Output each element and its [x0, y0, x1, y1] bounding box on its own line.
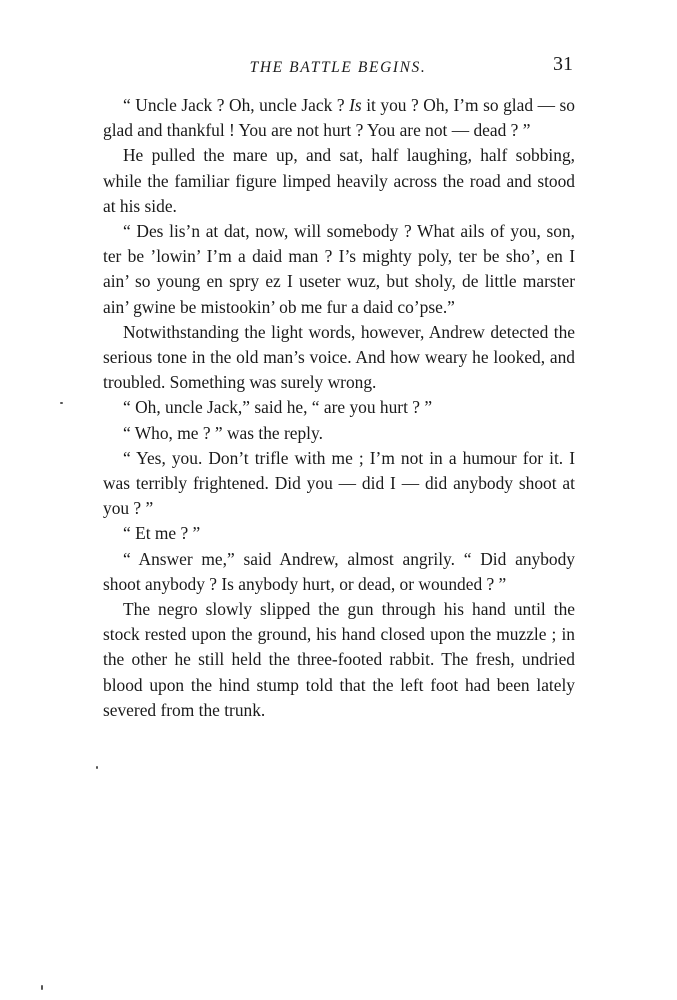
paragraph: “ Et me ? ”	[123, 523, 201, 544]
paragraph: Notwithstanding the light words, however, Andrew detected the serious tone in the old man’s voice. And how weary he looked, and troubled. Something was surely wrong.	[103, 321, 575, 393]
emphasis-text: Is	[349, 95, 362, 115]
scan-speck	[41, 985, 43, 990]
paragraph: “ Des lis’n at dat, now, will somebody ? What ails of you, son, ter be ’lowin’ I’m a daid man ? I’s mighty poly, ter be sho’, en I ain’ so young en spry ez I useter wuz, but sholy, de little marster ain’ gwine be mistookin’ ob me fur a daid co’pse.”	[103, 221, 575, 317]
body-text	[103, 93, 575, 723]
paragraph: “ Yes, you. Don’t trifle with me ; I’m not in a humour for it. I was terribly frightened. Did you — did I — did anybody shoot at you ? ”	[103, 447, 575, 519]
paragraph: He pulled the mare up, and sat, half laughing, half sobbing, while the familiar figure limped heavily across the road and stood at his side.	[103, 145, 575, 216]
running-head	[103, 53, 573, 80]
page-number: 31	[553, 53, 573, 75]
scan-speck	[60, 402, 63, 404]
paragraph: “ Who, me ? ” was the reply.	[123, 422, 323, 443]
paragraph: The negro slowly slipped the gun through his hand until the stock rested upon the ground, his hand closed upon the muzzle ; in the other he still held the three-footed rabbit. The fresh, undried blood upon the hind stump told that the left foot had been lately severed from the trunk.	[103, 599, 575, 720]
paragraph: “ Answer me,” said Andrew, almost angrily. “ Did anybody shoot anybody ? Is anybody hurt, or dead, or wounded ? ”	[103, 548, 575, 594]
paragraph-text: it you ? Oh, I’m so glad — so glad and thankful ! You are not hurt ? You are not — dead ? ”	[103, 95, 575, 141]
paragraph-text: “ Uncle Jack ? Oh, uncle Jack ?	[123, 95, 350, 115]
paragraph: “ Oh, uncle Jack,” said he, “ are you hurt ? ”	[123, 397, 433, 418]
scan-speck	[96, 766, 98, 769]
paragraph	[103, 93, 575, 143]
running-title: THE BATTLE BEGINS.	[249, 59, 427, 76]
